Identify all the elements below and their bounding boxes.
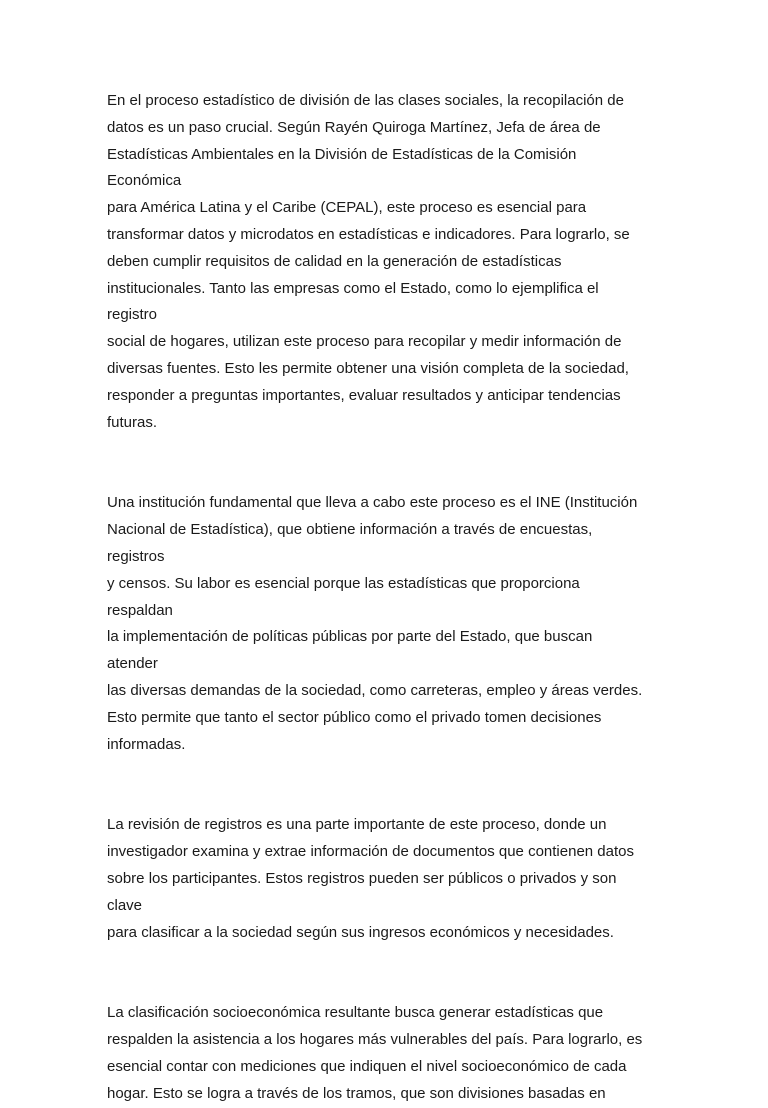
- paragraph-records-review: La revisión de registros es una parte importante de este proceso, donde un investigador examina y extrae información de documentos que contienen datos sobre los participantes. Estos registros pueden ser públicos o privados y son clave para clasificar a la sociedad según sus ingresos económicos y necesidades.: [107, 816, 634, 941]
- paragraph-socioeconomic-classification: La clasificación socioeconómica resultante busca generar estadísticas que respalden la asistencia a los hogares más vulnerables del país. Para lograrlo, es esencial contar con mediciones que indiquen el nivel socioeconómico de cada hogar. Esto se logra a través de los tramos, que son divisiones basadas en: [107, 1004, 643, 1102]
- paragraph-ine-institution: Una institución fundamental que lleva a cabo este proceso es el INE (Institución Nacional de Estadística), que obtiene información a través de encuestas, registros y censos. Su labor es esencial porque las estadísticas que proporciona respaldan la implementación de políticas públicas por parte del Estado, que buscan atender las diversas demandas de la sociedad, como carreteras, empleo y áreas verdes. Esto permite que tanto el sector público como el privado tomen decisiones informadas.: [107, 494, 643, 753]
- paragraph-statistical-process: En el proceso estadístico de división de las clases sociales, la recopilación de datos es un paso crucial. Según Rayén Quiroga Martínez, Jefa de área de Estadísticas Ambientales en la División de Estadísticas de la Comisión Económica para América Latina y el Caribe (CEPAL), este proceso es esencial para transformar datos y microdatos en estadísticas e indicadores. Para lograrlo, se deben cumplir requisitos de calidad en la generación de estadísticas institucionales. Tanto las empresas como el Estado, como lo ejemplifica el registro social de hogares, utilizan este proceso para recopilar y medir información de diversas fuentes. Esto les permite obtener una visión completa de la sociedad, responder a preguntas importantes, evaluar resultados y anticipar tendencias futuras.: [107, 92, 630, 431]
